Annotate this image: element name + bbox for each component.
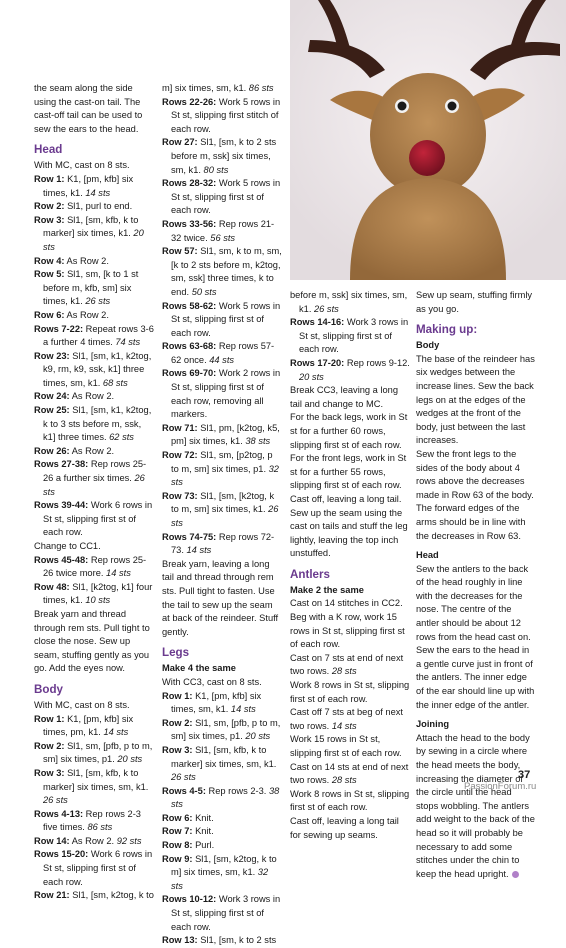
- row-text: Sl1, [sm, k2tog, k to m] six times, sm, k1.: [171, 853, 277, 878]
- row-text: Sl1, sm, [pfb, p to m, sm] six times, p1.: [43, 740, 153, 765]
- row-label: Row 25:: [34, 405, 70, 416]
- row-text: Rep rows 72-73.: [171, 531, 275, 556]
- pattern-row: [162, 839, 282, 853]
- row-label: Rows 17-20:: [290, 357, 345, 368]
- row-label: Row 6:: [162, 812, 193, 823]
- pattern-row: [34, 214, 154, 255]
- row-text: Sl1, [sm, [k2tog, k to m, sm] six times, k1.: [171, 490, 275, 515]
- stitch-count: 28 sts: [331, 775, 357, 786]
- stitch-count: 56 sts: [210, 232, 236, 243]
- pattern-row: [290, 289, 410, 316]
- pattern-row: [162, 893, 282, 934]
- row-label: Rows 4-5:: [162, 785, 206, 796]
- row-text: Sl1, [sm, k1, k2tog, k9, rm, k9, ssk, k1] three times, sm, k1.: [43, 350, 152, 388]
- stitch-count: 14 sts: [106, 568, 131, 579]
- row-label: Row 71:: [162, 422, 198, 433]
- row-label: Rows 39-44:: [34, 500, 89, 511]
- antler-text: Cast off, leaving a long tail for sewing up seams.: [290, 815, 399, 840]
- head-finish: Break yarn and thread through rem sts. Pull tight to close the nose. Sew up seam, stuffing gently as you go. Add the eyes now.: [34, 608, 150, 674]
- stitch-count: 74 sts: [115, 337, 141, 348]
- pattern-row: [34, 350, 154, 391]
- row-text: Repeat rows 3-6 a further 4 times.: [43, 323, 154, 348]
- stitch-count: 32 sts: [171, 463, 279, 488]
- body-make-up-text: The base of the reindeer has six wedges between the increase lines. Sew the back legs on at the edges of the wedges at the front of the body, just between the last increases.: [416, 353, 535, 446]
- joining-text: [416, 732, 536, 882]
- row-text: Sl1, sm, [pfb, p to m, sm] six times, p1.: [171, 717, 281, 742]
- antler-text: Cast on 7 sts at end of next two rows.: [290, 652, 404, 677]
- stitch-count: 14 sts: [186, 545, 212, 556]
- row-text: Rep rows 25-26 a further six times.: [43, 459, 147, 484]
- row-text: Work 5 rows in St st, slipping first st of each row.: [171, 178, 281, 216]
- column-2: [162, 82, 282, 948]
- pattern-row: [34, 554, 154, 581]
- row-label: Row 8:: [162, 840, 193, 851]
- stitch-count: 38 sts: [245, 436, 271, 447]
- pattern-row: [34, 173, 154, 200]
- row-text: Sl1, [sm, kfb, k to marker] six times, sm, k1.: [43, 767, 149, 792]
- head-rows-2: [34, 554, 154, 608]
- row-label: Rows 14-16:: [290, 317, 345, 328]
- row-label: Row 4:: [34, 255, 65, 266]
- row-text: m] six times, sm, k1.: [162, 83, 249, 93]
- legs-para-4: Cast off, leaving a long tail. Sew up the seam using the cast on tails and stuff the leg lightly, leaving the top inch unstuffed.: [290, 493, 408, 559]
- legs-cast-on: With CC3, cast on 8 sts.: [162, 676, 262, 687]
- body-make-up-text-2: Sew the front legs to the sides of the body about 4 rows above the decreases made in Row 63 of the body. The forward edges of the arms should be in line with the decreases in Row 63.: [416, 448, 534, 541]
- row-label: Row 26:: [34, 445, 70, 456]
- pattern-row: [162, 367, 282, 421]
- pattern-row: [162, 812, 282, 826]
- stitch-count: 14 sts: [85, 187, 111, 198]
- row-text: Work 6 rows in St st, slipping first st of each row.: [43, 500, 153, 538]
- row-text: before m, ssk] six times, sm, k1.: [290, 290, 408, 314]
- row-label: Row 9:: [162, 853, 193, 864]
- antlers-instructions: [290, 597, 410, 842]
- row-text: Rep rows 57-62 once.: [171, 341, 275, 365]
- antler-instruction: [290, 706, 410, 733]
- legs-subheading: Make 4 the same: [162, 663, 236, 674]
- pattern-row: [290, 316, 410, 357]
- stitch-count: 20 sts: [299, 371, 324, 382]
- row-text: Sl1, sm, [k to 1 st before m, kfb, sm] six times, k1.: [43, 269, 139, 307]
- row-label: Row 1:: [162, 690, 193, 701]
- row-text: Work 6 rows in St st, slipping first st of each row.: [43, 849, 153, 887]
- antler-instruction: [290, 788, 410, 815]
- row-text: Knit.: [192, 812, 214, 823]
- row-text: Sl1, sm, [p2tog, p to m, sm] six times, p1.: [171, 450, 273, 474]
- row-text: As Row 2.: [69, 835, 117, 846]
- legs-para-2: For the back legs, work in St st for a further 60 rows, slipping first st of each row.: [290, 412, 408, 450]
- pattern-row: [162, 300, 282, 341]
- row-label: Row 48:: [34, 581, 70, 592]
- row-label: Row 14:: [34, 835, 70, 846]
- row-text: K1, [pm, kfb] six times, k1.: [43, 173, 134, 198]
- stitch-count: 14 sts: [331, 720, 357, 731]
- legs-rows: [162, 690, 282, 948]
- pattern-row: [162, 96, 282, 137]
- body-cast-on: With MC, cast on 8 sts.: [34, 699, 130, 710]
- pattern-row: [162, 136, 282, 177]
- row-text: Rep rows 2-3 five times.: [43, 808, 141, 833]
- intro-text: the seam along the side using the cast-on tail. The cast-off tail can be used to sew the ears to the head.: [34, 83, 143, 134]
- stitch-count: 86 sts: [248, 83, 274, 93]
- column-3: [290, 289, 410, 842]
- pattern-row: [34, 309, 154, 323]
- row-label: Row 7:: [162, 826, 193, 837]
- pattern-row: [34, 713, 154, 740]
- stitch-count: 20 sts: [43, 228, 144, 252]
- stitch-count: 20 sts: [245, 731, 271, 742]
- row-label: Row 3:: [34, 767, 65, 778]
- joining-subheading: Joining: [416, 719, 450, 730]
- pattern-row: [34, 889, 154, 903]
- antler-instruction: [290, 597, 410, 611]
- row-label: Rows 10-12:: [162, 894, 217, 905]
- section-heading-legs: Legs: [162, 646, 190, 660]
- row-text: Work 3 rows in St st, slipping first st of each row.: [171, 894, 281, 932]
- body-finish: Break yarn, leaving a long tail and thread through rem sts. Pull tight to fasten. Use the tail to sew up the seam at back of the reindeer. Stuff gently.: [162, 558, 279, 637]
- head-cast-on: With MC, cast on 8 sts.: [34, 160, 130, 171]
- stitch-count: 10 sts: [85, 595, 111, 606]
- row-text: Sl1, [sm, kfb, k to marker] six times, sm, k1.: [171, 744, 277, 769]
- legs-para-3: For the front legs, work in St st for a further 55 rows, slipping first st of each row.: [290, 453, 407, 491]
- row-text: Work 2 rows in St st, slipping first st of each row, removing all markers.: [171, 368, 281, 420]
- row-label: Row 2:: [162, 717, 193, 728]
- legs-rows-continued: [290, 289, 410, 384]
- row-label: Row 5:: [34, 269, 65, 280]
- head-make-up-text-2: Sew the ears to the head in a gentle curve just in front of the antlers. The inner edge of the ear should line up with the inner edge of the antler.: [416, 645, 535, 710]
- row-label: Row 2:: [34, 201, 65, 212]
- pattern-row: [162, 934, 282, 948]
- row-label: Row 57:: [162, 246, 198, 257]
- antler-instruction: [290, 733, 410, 760]
- row-label: Rows 63-68:: [162, 341, 217, 352]
- row-text: Sl1, [sm, kfb, k to marker] six times, k1.: [43, 214, 139, 239]
- pattern-row: [162, 785, 282, 812]
- row-text: As Row 2.: [69, 391, 115, 402]
- row-label: Row 6:: [34, 309, 65, 320]
- row-label: Rows 15-20:: [34, 849, 89, 860]
- row-label: Row 3:: [162, 744, 193, 755]
- legs-para-1: Break CC3, leaving a long tail and change to MC.: [290, 385, 399, 409]
- row-text: Rep rows 25-26 twice more.: [43, 554, 147, 579]
- row-text: Purl.: [192, 840, 215, 851]
- row-text: Work 3 rows in St st, slipping first st of each row.: [299, 317, 409, 355]
- antler-instruction: [290, 652, 410, 679]
- pattern-row: [162, 218, 282, 245]
- row-label: Row 3:: [34, 214, 65, 225]
- column-4: [416, 289, 536, 881]
- row-label: Row 2:: [34, 740, 65, 751]
- row-label: Row 23:: [34, 350, 70, 361]
- antler-instruction: [290, 761, 410, 788]
- stitch-count: 92 sts: [116, 835, 142, 846]
- stitch-count: 28 sts: [331, 666, 357, 677]
- stitch-count: 62 sts: [109, 432, 134, 443]
- row-label: Row 21:: [34, 890, 70, 901]
- row-text: Sl1, [sm, k to 2 sts: [197, 935, 277, 946]
- row-label: Rows 58-62:: [162, 300, 217, 311]
- pattern-row: [162, 717, 282, 744]
- row-text: As Row 2.: [69, 445, 115, 456]
- antler-text: Beg with a K row, work 15 rows in St st, slipping first st of each row.: [290, 612, 405, 650]
- stitch-count: 86 sts: [87, 822, 113, 833]
- pattern-row: [290, 357, 410, 384]
- antler-instruction: [290, 815, 410, 842]
- pattern-row: [34, 255, 154, 269]
- row-text: Sl1, purl to end.: [64, 201, 133, 212]
- body-subheading: Body: [416, 340, 440, 351]
- pattern-row: [162, 825, 282, 839]
- antler-text: Work 8 rows in St st, slipping first st of each row.: [290, 788, 410, 813]
- row-label: Rows 69-70:: [162, 368, 217, 379]
- row-label: Rows 28-32:: [162, 178, 217, 189]
- row-text: Knit.: [192, 826, 214, 837]
- head-make-up-text: Sew the antlers to the back of the head roughly in line with the decreases for the nose. The centre of the antler should be about 12 rows from the head cast on.: [416, 563, 531, 642]
- row-label: Rows 74-75:: [162, 531, 217, 542]
- row-text: Rep rows 21-32 twice.: [171, 218, 275, 243]
- stitch-count: 44 sts: [209, 354, 235, 365]
- stitch-count: 14 sts: [230, 704, 256, 715]
- row-text: As Row 2.: [64, 255, 109, 266]
- section-heading-making-up: Making up:: [416, 323, 478, 337]
- antler-text: Work 15 rows in St st, slipping first st of each row.: [290, 734, 402, 758]
- row-text: Rep rows 9-12.: [344, 357, 410, 368]
- row-text: As Row 2.: [64, 309, 109, 320]
- pattern-row: [162, 531, 282, 558]
- section-heading-body: Body: [34, 682, 63, 696]
- row-text: Sl1, [k2tog, k1] four times, k1.: [43, 581, 153, 606]
- pattern-row: [162, 690, 282, 717]
- pattern-row: [34, 740, 154, 767]
- reindeer-photo: [290, 0, 566, 280]
- pattern-row: [34, 200, 154, 214]
- row-text: Work 5 rows in St st, slipping first stitch of each row.: [171, 96, 281, 134]
- antler-text: Work 8 rows in St st, slipping first st of each row.: [290, 680, 410, 704]
- row-label: Row 73:: [162, 490, 198, 501]
- row-label: Rows 4-13:: [34, 808, 84, 819]
- row-label: Rows 7-22:: [34, 323, 84, 334]
- pattern-row: [162, 422, 282, 449]
- stitch-count: 26 sts: [43, 795, 68, 806]
- antlers-subheading: Make 2 the same: [290, 584, 364, 595]
- change-colour: Change to CC1.: [34, 541, 101, 551]
- stitch-count: 14 sts: [103, 727, 129, 738]
- pattern-row: [34, 581, 154, 608]
- pattern-row: [34, 848, 154, 889]
- row-label: Row 13:: [162, 935, 198, 946]
- end-bullet-icon: [512, 871, 519, 878]
- pattern-row: [162, 744, 282, 785]
- body-rows-continued: [162, 82, 282, 558]
- row-label: Row 1:: [34, 173, 65, 184]
- joining-text-body: Attach the head to the body by sewing in a circle where the head meets the body, increasing the diameter of the circle until the head stops wobbling. The antlers add weight to the back of the head so it will probably be necessary to add some stitches under the chin to keep the head upright.: [416, 732, 535, 879]
- section-heading-antlers: Antlers: [290, 567, 330, 581]
- head-rows: [34, 173, 154, 540]
- row-text: Sl1, [sm, k1, k2tog, k to 3 sts before m, ssk, k1] three times.: [43, 405, 152, 443]
- page-number: 37: [518, 769, 531, 781]
- row-text: Sl1, pm, [k2tog, k5, pm] six times, k1.: [171, 422, 280, 447]
- antler-text: Cast on 14 stitches in CC2.: [290, 598, 403, 609]
- body-rows: [34, 713, 154, 903]
- row-text: Sl1, sm, k to m, sm, [k to 2 sts before m, k2tog, sm, ssk] three times, k to end.: [171, 246, 282, 297]
- pattern-row: [162, 177, 282, 218]
- pattern-row: [162, 340, 282, 367]
- row-text: Rep rows 2-3.: [205, 785, 269, 796]
- pattern-row: [162, 449, 282, 490]
- antler-instruction: [290, 679, 410, 706]
- row-text: K1, [pm, kfb] six times, sm, k1.: [171, 690, 262, 715]
- row-label: Row 27:: [162, 137, 198, 148]
- stitch-count: 26 sts: [171, 504, 279, 528]
- row-label: Row 1:: [34, 713, 65, 724]
- head-subheading: Head: [416, 550, 439, 561]
- stitch-count: 26 sts: [43, 473, 145, 497]
- antlers-finish: Sew up seam, stuffing firmly as you go.: [416, 290, 533, 314]
- pattern-row: [34, 268, 154, 309]
- stitch-count: 32 sts: [171, 867, 269, 891]
- row-label: Rows 33-56:: [162, 218, 217, 229]
- pattern-row: [162, 490, 282, 531]
- pattern-row: [34, 767, 154, 808]
- pattern-row: [34, 808, 154, 835]
- stitch-count: 26 sts: [171, 772, 196, 783]
- row-label: Rows 27-38:: [34, 459, 89, 470]
- pattern-row: [34, 458, 154, 499]
- antler-text: Cast on 14 sts at end of next two rows.: [290, 761, 409, 786]
- stitch-count: 80 sts: [203, 164, 229, 175]
- watermark: PassionForum.ru: [464, 781, 537, 792]
- pattern-row: [162, 245, 282, 299]
- row-text: K1, [pm, kfb] six times, pm, k1.: [43, 713, 134, 738]
- row-text: Sl1, [sm, k to 2 sts before m, ssk] six times, sm, k1.: [171, 137, 277, 175]
- pattern-row: [34, 404, 154, 445]
- reindeer-illustration: [290, 0, 566, 280]
- pattern-row: [34, 323, 154, 350]
- row-label: Row 72:: [162, 450, 198, 461]
- row-label: Rows 45-48:: [34, 554, 89, 565]
- pattern-row: [162, 853, 282, 894]
- stitch-count: 26 sts: [314, 303, 339, 314]
- pattern-row: [162, 82, 282, 96]
- stitch-count: 38 sts: [171, 785, 280, 810]
- pattern-row: [34, 445, 154, 459]
- stitch-count: 20 sts: [117, 754, 143, 765]
- column-1: [34, 82, 154, 903]
- row-label: Row 24:: [34, 391, 70, 402]
- pattern-row: [34, 835, 154, 849]
- pattern-row: [34, 390, 154, 404]
- antler-instruction: [290, 611, 410, 652]
- stitch-count: 26 sts: [85, 296, 111, 307]
- row-text: Work 5 rows in St st, slipping first st of each row.: [171, 300, 281, 338]
- stitch-count: 68 sts: [102, 377, 128, 388]
- antler-text: Cast off 7 sts at beg of next two rows.: [290, 707, 404, 731]
- pattern-row: [34, 499, 154, 540]
- section-heading-head: Head: [34, 143, 63, 157]
- stitch-count: 50 sts: [191, 286, 217, 297]
- row-label: Rows 22-26:: [162, 96, 217, 107]
- row-text: Sl1, [sm, k2tog, k to: [69, 890, 154, 901]
